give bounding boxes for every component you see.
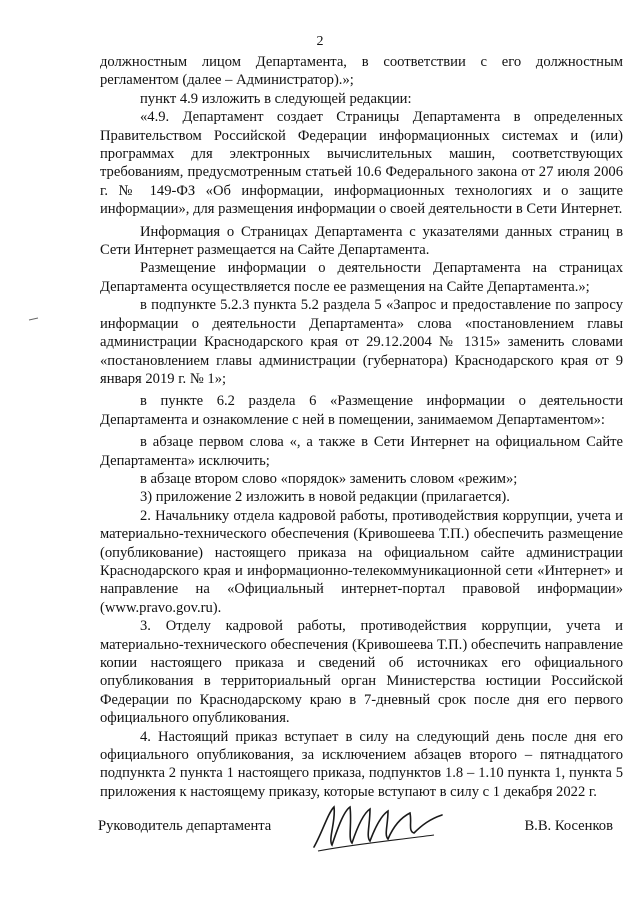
paragraph: в абзаце втором слово «порядок» заменить словом «режим»; bbox=[140, 470, 518, 487]
paragraph: пункт 4.9 изложить в следующей редакции: bbox=[140, 90, 412, 107]
paragraph: 3) приложение 2 изложить в новой редакции (прилагается). bbox=[140, 489, 510, 506]
handwritten-signature bbox=[308, 795, 448, 862]
paragraph: 3. Отделу кадровой работы, противодействия коррупции, учета и материально-технического обеспечения (Кривошеева Т.П.) обеспечить направление копии настоящего приказа и сведений об источниках его официального опубликования в территориальный орган Министерства юстиции Российской Федерации по Краснодарскому краю в 7-дневный срок после дня его первого официального опубликования. bbox=[100, 618, 623, 727]
paragraph: Информация о Страницах Департамента с указателями данных страниц в Сети Интернет размещается на Сайте Департамента. bbox=[100, 223, 623, 259]
signatory-title: Руководитель департамента bbox=[98, 818, 272, 834]
margin-pen-mark bbox=[28, 310, 40, 328]
paragraph: Размещение информации о деятельности Департамента на страницах Департамента осуществляется после ее размещения на Сайте Департамента.»; bbox=[100, 260, 623, 295]
signatory-name: В.В. Косенков bbox=[524, 818, 613, 834]
paragraph: «4.9. Департамент создает Страницы Департамента в определенных Правительством Российской Федерации информационных системах и (или) программах для электронных вычислительных машин, соответствующих требованиям, предусмотренным статьей 10.6 Федерального закона от 27 июля 2006 г. № 149-ФЗ «Об информации, информационных технологиях и о защите информации», для размещения информации о своей деятельности в Сети Интернет. bbox=[100, 109, 623, 218]
paragraph: 4. Настоящий приказ вступает в силу на следующий день после дня его официального опубликования, за исключением абзацев второго – пятнадцатого подпункта 2 пункта 1 настоящего приказа, подпунктов 1.8 – 1.10 пункта 1, пункта 5 приложения к настоящему приказу, которые вступают в силу с 1 декабря 2022 г. bbox=[100, 728, 623, 800]
paragraph: в пункте 6.2 раздела 6 «Размещение информации о деятельности Департамента и ознакомление с ней в помещении, занимаемом Департаментом»: bbox=[100, 393, 623, 428]
paragraph: в подпункте 5.2.3 пункта 5.2 раздела 5 «Запрос и предоставление по запросу информации о деятельности Департамента» слова «постановлением главы администрации Краснодарского края от 29.12.2004 № 1315» заменить словами «постановлением главы администрации (губернатора) Краснодарского края от 9 января 2019 г. № 1»; bbox=[100, 297, 623, 387]
page-number: 2 bbox=[316, 34, 324, 49]
paragraph: в абзаце первом слова «, а также в Сети Интернет на официальном Сайте Департамента» исключить; bbox=[100, 434, 623, 469]
paragraph: 2. Начальнику отдела кадровой работы, противодействия коррупции, учета и материально-технического обеспечения (Кривошеева Т.П.) обеспечить размещение (опубликование) настоящего приказа на официальном сайте администрации Краснодарского края и информационно-телекоммуникационной сети «Интернет» и направление на «Официальный интернет-портал правовой информации» (www.pravo.gov.ru). bbox=[100, 507, 623, 616]
document-body bbox=[100, 53, 623, 801]
paragraph-continuation: должностным лицом Департамента, в соответствии с его должностным регламентом (далее – Администратор).»; bbox=[100, 54, 623, 89]
